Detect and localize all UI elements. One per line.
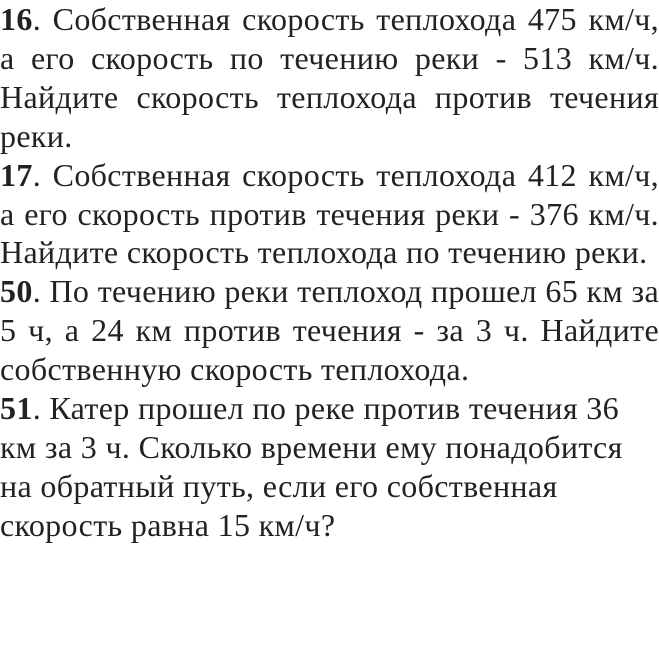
problem-number: 17 [0, 156, 33, 193]
problem-16 [0, 0, 659, 156]
problem-51 [0, 389, 659, 545]
problem-text: . Собственная скорость теплохода 412 км/ч, а его скорость против течения реки - 376 км/ч. Найдите скорость теплохода по течению реки. [0, 156, 659, 271]
problem-number: 50 [0, 273, 33, 310]
problem-number: 51 [0, 390, 33, 427]
problem-50 [0, 272, 659, 389]
problem-text: . По течению реки теплоход прошел 65 км за 5 ч, а 24 км против течения - за 3 ч. Найдите собственную скорость теплохода. [0, 273, 659, 388]
problem-number: 16 [0, 1, 33, 37]
problem-17 [0, 156, 659, 273]
problem-text: . Собственная скорость теплохода 475 км/ч, а его скорость по течению реки - 513 км/ч. Найдите скорость теплохода против течения реки. [0, 1, 659, 154]
problem-text: . Катер прошел по реке против течения 36 км за 3 ч. Сколько времени ему понадобится на обратный путь, если его собственная скорость равна 15 км/ч? [0, 390, 623, 543]
